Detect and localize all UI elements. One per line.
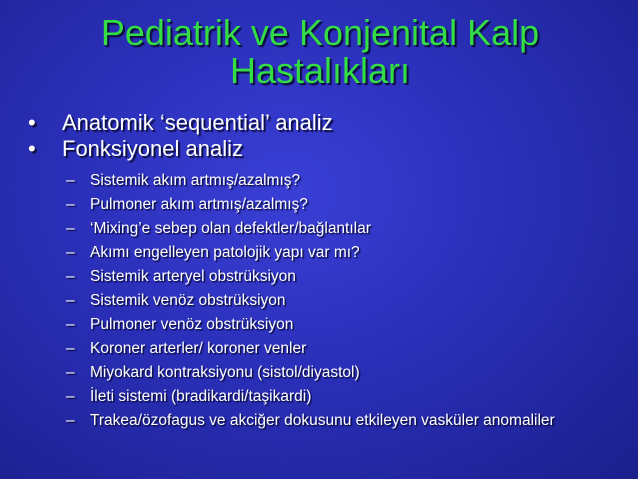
bullet-marker: • <box>28 136 36 161</box>
dash-marker: – <box>66 340 75 357</box>
dash-marker: – <box>66 292 75 309</box>
sub-item-text: Sistemik arteryel obstrüksiyon <box>90 268 296 285</box>
sub-item <box>66 268 626 286</box>
bullet-item <box>22 110 622 136</box>
sub-item <box>66 172 626 190</box>
sub-item <box>66 292 626 310</box>
bullet-text: Anatomik ‘sequential’ analiz <box>62 110 333 135</box>
sub-item-text: Sistemik venöz obstrüksiyon <box>90 292 286 309</box>
bullet-text: Fonksiyonel analiz <box>62 136 243 161</box>
sub-item-text: Pulmoner akım artmış/azalmış? <box>90 196 308 213</box>
dash-marker: – <box>66 172 75 189</box>
sub-item <box>66 340 626 358</box>
slide-title <box>40 14 600 90</box>
sub-item-text: Miyokard kontraksiyonu (sistol/diyastol) <box>90 364 360 381</box>
sub-item <box>66 220 626 238</box>
sub-item-text: İleti sistemi (bradikardi/taşikardi) <box>90 388 312 405</box>
bullet-item <box>22 136 622 162</box>
bullet-marker: • <box>28 110 36 135</box>
dash-marker: – <box>66 316 75 333</box>
dash-marker: – <box>66 412 75 429</box>
sub-item <box>66 196 626 214</box>
dash-marker: – <box>66 244 75 261</box>
sub-item-text: Pulmoner venöz obstrüksiyon <box>90 316 294 333</box>
dash-marker: – <box>66 196 75 213</box>
dash-marker: – <box>66 268 75 285</box>
dash-marker: – <box>66 364 75 381</box>
sub-item <box>66 244 626 262</box>
sub-bullet-list <box>66 172 626 436</box>
sub-item <box>66 364 626 382</box>
sub-item-text: Trakea/özofagus ve akciğer dokusunu etkileyen vasküler anomaliler <box>90 412 555 429</box>
dash-marker: – <box>66 220 75 237</box>
title-line-2: Hastalıkları <box>229 50 411 91</box>
sub-item <box>66 412 626 430</box>
main-bullet-list <box>22 110 622 162</box>
sub-item-text: Sistemik akım artmış/azalmış? <box>90 172 301 189</box>
sub-item-text: ‘Mixing’e sebep olan defektler/bağlantılar <box>90 220 371 237</box>
sub-item <box>66 316 626 334</box>
title-line-1: Pediatrik ve Konjenital Kalp <box>100 12 540 53</box>
dash-marker: – <box>66 388 75 405</box>
sub-item <box>66 388 626 406</box>
sub-item-text: Akımı engelleyen patolojik yapı var mı? <box>90 244 360 261</box>
sub-item-text: Koroner arterler/ koroner venler <box>90 340 307 357</box>
